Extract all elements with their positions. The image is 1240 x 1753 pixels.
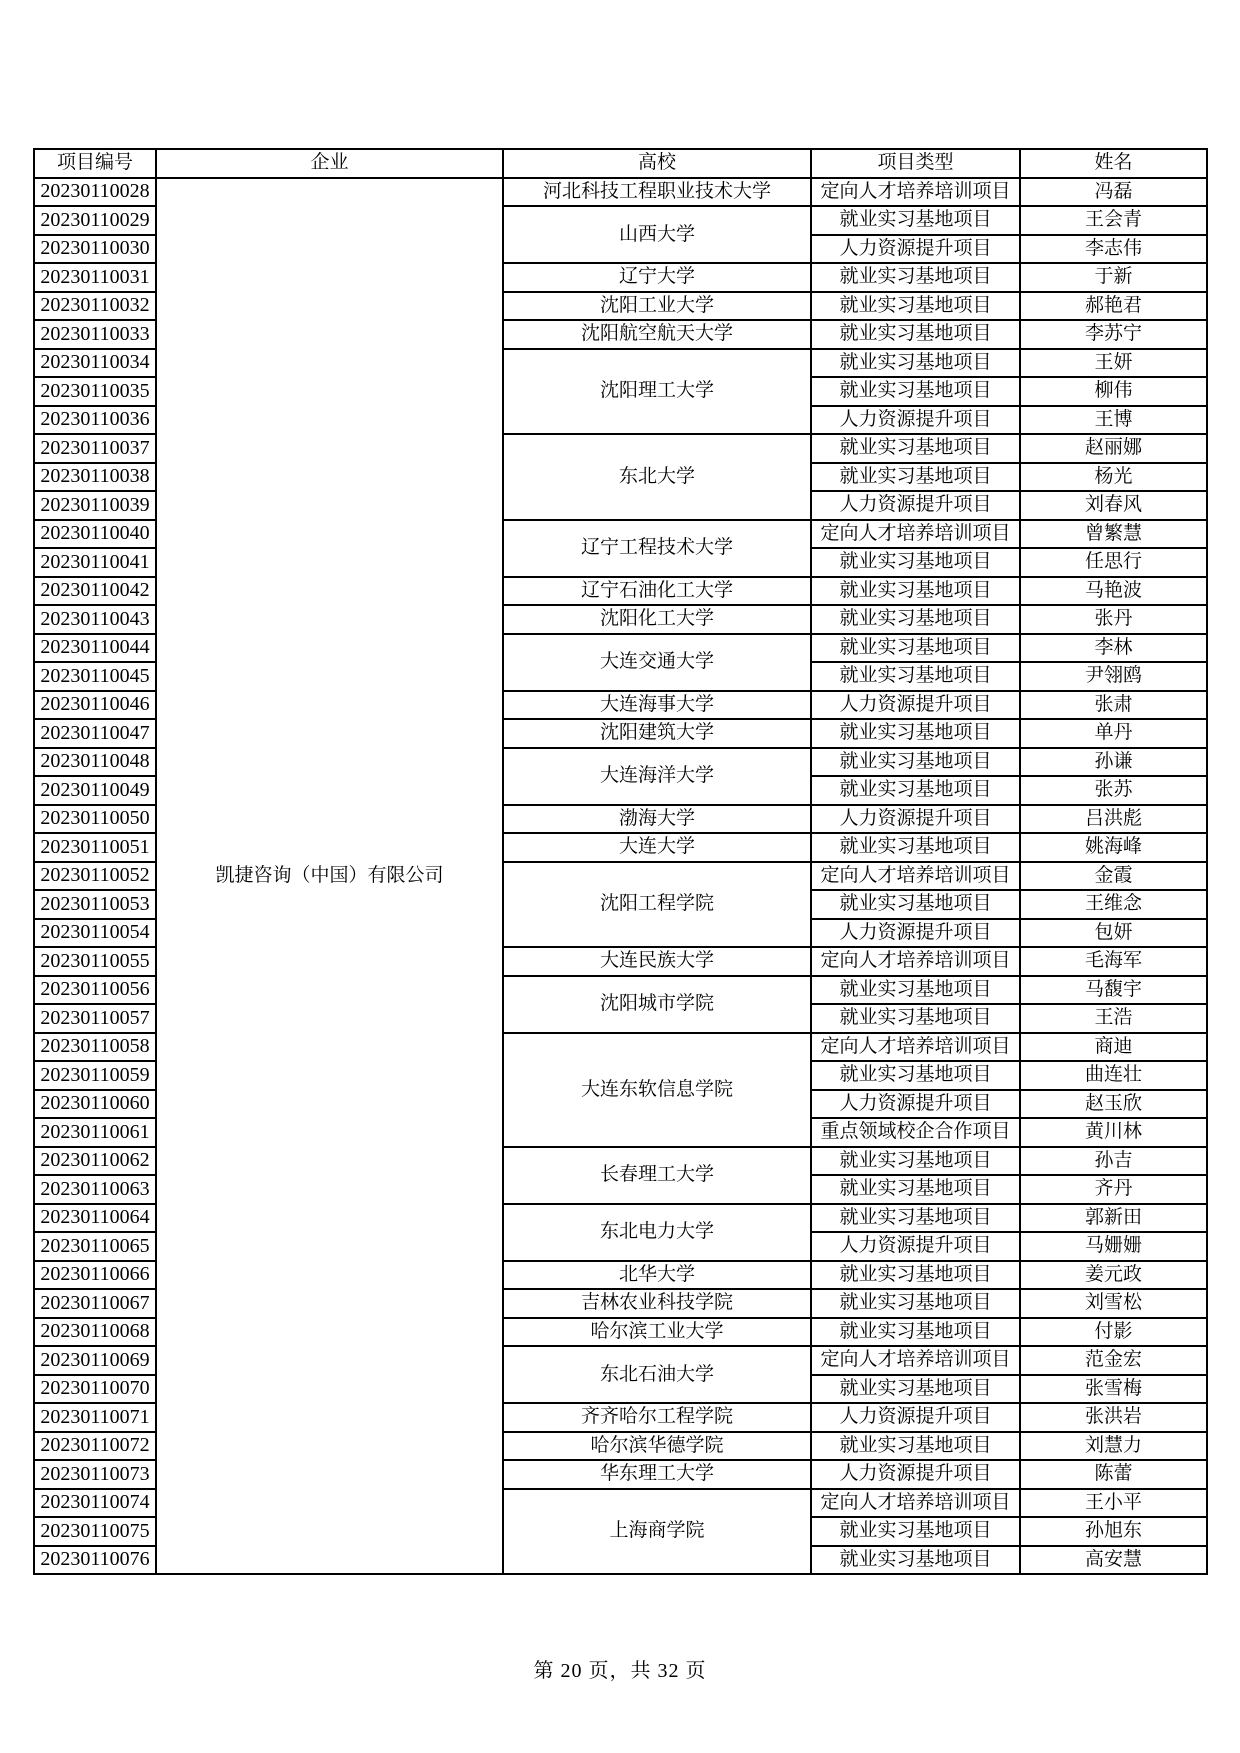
project-id-cell: 20230110054: [34, 919, 156, 948]
university-cell: 大连交通大学: [503, 634, 811, 691]
project-type-cell: 就业实习基地项目: [811, 1432, 1020, 1461]
university-cell: 沈阳城市学院: [503, 976, 811, 1033]
university-cell: 沈阳航空航天大学: [503, 320, 811, 349]
project-type-cell: 就业实习基地项目: [811, 1375, 1020, 1404]
project-type-cell: 就业实习基地项目: [811, 263, 1020, 292]
project-id-cell: 20230110029: [34, 206, 156, 235]
project-id-cell: 20230110046: [34, 691, 156, 720]
project-type-cell: 人力资源提升项目: [811, 491, 1020, 520]
project-id-cell: 20230110065: [34, 1232, 156, 1261]
project-id-cell: 20230110059: [34, 1061, 156, 1090]
project-type-cell: 人力资源提升项目: [811, 406, 1020, 435]
project-id-cell: 20230110050: [34, 805, 156, 834]
person-name-cell: 任思行: [1020, 548, 1207, 577]
university-cell: 大连民族大学: [503, 947, 811, 976]
project-id-cell: 20230110070: [34, 1375, 156, 1404]
project-type-cell: 就业实习基地项目: [811, 719, 1020, 748]
project-type-cell: 人力资源提升项目: [811, 691, 1020, 720]
project-type-cell: 就业实习基地项目: [811, 1261, 1020, 1290]
project-type-cell: 就业实习基地项目: [811, 890, 1020, 919]
person-name-cell: 马艳波: [1020, 577, 1207, 606]
project-type-cell: 就业实习基地项目: [811, 1147, 1020, 1176]
project-id-cell: 20230110039: [34, 491, 156, 520]
person-name-cell: 张洪岩: [1020, 1403, 1207, 1432]
university-cell: 山西大学: [503, 206, 811, 263]
person-name-cell: 王维念: [1020, 890, 1207, 919]
project-id-cell: 20230110040: [34, 520, 156, 549]
person-name-cell: 毛海军: [1020, 947, 1207, 976]
person-name-cell: 姚海峰: [1020, 833, 1207, 862]
university-cell: 渤海大学: [503, 805, 811, 834]
project-id-cell: 20230110049: [34, 776, 156, 805]
person-name-cell: 柳伟: [1020, 377, 1207, 406]
company-cell: 凯捷咨询（中国）有限公司: [156, 178, 503, 1575]
person-name-cell: 王博: [1020, 406, 1207, 435]
person-name-cell: 齐丹: [1020, 1175, 1207, 1204]
project-id-cell: 20230110042: [34, 577, 156, 606]
project-type-cell: 就业实习基地项目: [811, 206, 1020, 235]
university-cell: 辽宁工程技术大学: [503, 520, 811, 577]
project-id-cell: 20230110056: [34, 976, 156, 1005]
project-type-cell: 就业实习基地项目: [811, 1004, 1020, 1033]
table-header-row: [34, 149, 1207, 178]
project-type-cell: 就业实习基地项目: [811, 1289, 1020, 1318]
person-name-cell: 马馥宇: [1020, 976, 1207, 1005]
project-type-cell: 人力资源提升项目: [811, 1460, 1020, 1489]
person-name-cell: 陈蕾: [1020, 1460, 1207, 1489]
university-cell: 哈尔滨工业大学: [503, 1318, 811, 1347]
project-id-cell: 20230110032: [34, 292, 156, 321]
university-cell: 东北大学: [503, 434, 811, 520]
project-id-cell: 20230110062: [34, 1147, 156, 1176]
column-header-3: 高校: [503, 149, 811, 178]
project-type-cell: 就业实习基地项目: [811, 1061, 1020, 1090]
person-name-cell: 孙吉: [1020, 1147, 1207, 1176]
project-id-cell: 20230110038: [34, 463, 156, 492]
project-id-cell: 20230110045: [34, 662, 156, 691]
project-id-cell: 20230110028: [34, 178, 156, 207]
project-id-cell: 20230110060: [34, 1090, 156, 1119]
project-id-cell: 20230110041: [34, 548, 156, 577]
project-type-cell: 就业实习基地项目: [811, 463, 1020, 492]
person-name-cell: 于新: [1020, 263, 1207, 292]
project-type-cell: 就业实习基地项目: [811, 434, 1020, 463]
person-name-cell: 张肃: [1020, 691, 1207, 720]
person-name-cell: 王会青: [1020, 206, 1207, 235]
project-id-cell: 20230110043: [34, 605, 156, 634]
project-id-cell: 20230110072: [34, 1432, 156, 1461]
project-type-cell: 就业实习基地项目: [811, 1175, 1020, 1204]
projects-table: [33, 148, 1208, 1575]
page-footer: 第 20 页，共 32 页: [533, 1660, 707, 1682]
table-header: [34, 149, 1207, 178]
university-cell: 哈尔滨华德学院: [503, 1432, 811, 1461]
person-name-cell: 刘慧力: [1020, 1432, 1207, 1461]
column-header-5: 姓名: [1020, 149, 1207, 178]
project-type-cell: 重点领域校企合作项目: [811, 1118, 1020, 1147]
project-id-cell: 20230110061: [34, 1118, 156, 1147]
project-id-cell: 20230110068: [34, 1318, 156, 1347]
project-type-cell: 就业实习基地项目: [811, 833, 1020, 862]
project-id-cell: 20230110030: [34, 235, 156, 264]
person-name-cell: 商迪: [1020, 1033, 1207, 1062]
person-name-cell: 李志伟: [1020, 235, 1207, 264]
table-body: [34, 178, 1207, 1575]
person-name-cell: 王妍: [1020, 349, 1207, 378]
project-type-cell: 定向人才培养培训项目: [811, 1033, 1020, 1062]
university-cell: 沈阳工程学院: [503, 862, 811, 948]
person-name-cell: 黄川林: [1020, 1118, 1207, 1147]
project-id-cell: 20230110076: [34, 1546, 156, 1575]
person-name-cell: 张雪梅: [1020, 1375, 1207, 1404]
project-type-cell: 就业实习基地项目: [811, 548, 1020, 577]
person-name-cell: 张丹: [1020, 605, 1207, 634]
project-type-cell: 就业实习基地项目: [811, 662, 1020, 691]
person-name-cell: 马姗姗: [1020, 1232, 1207, 1261]
project-id-cell: 20230110071: [34, 1403, 156, 1432]
university-cell: 沈阳化工大学: [503, 605, 811, 634]
project-id-cell: 20230110057: [34, 1004, 156, 1033]
person-name-cell: 冯磊: [1020, 178, 1207, 207]
university-cell: 长春理工大学: [503, 1147, 811, 1204]
project-type-cell: 就业实习基地项目: [811, 748, 1020, 777]
project-type-cell: 就业实习基地项目: [811, 605, 1020, 634]
project-type-cell: 人力资源提升项目: [811, 235, 1020, 264]
project-type-cell: 人力资源提升项目: [811, 805, 1020, 834]
person-name-cell: 曾繁慧: [1020, 520, 1207, 549]
person-name-cell: 包妍: [1020, 919, 1207, 948]
project-type-cell: 就业实习基地项目: [811, 292, 1020, 321]
column-header-1: 项目编号: [34, 149, 156, 178]
project-id-cell: 20230110067: [34, 1289, 156, 1318]
project-id-cell: 20230110035: [34, 377, 156, 406]
project-id-cell: 20230110033: [34, 320, 156, 349]
project-type-cell: 就业实习基地项目: [811, 320, 1020, 349]
project-id-cell: 20230110075: [34, 1517, 156, 1546]
person-name-cell: 王浩: [1020, 1004, 1207, 1033]
person-name-cell: 赵丽娜: [1020, 434, 1207, 463]
project-type-cell: 就业实习基地项目: [811, 776, 1020, 805]
project-type-cell: 人力资源提升项目: [811, 919, 1020, 948]
project-id-cell: 20230110053: [34, 890, 156, 919]
project-id-cell: 20230110055: [34, 947, 156, 976]
column-header-2: 企业: [156, 149, 503, 178]
project-type-cell: 定向人才培养培训项目: [811, 520, 1020, 549]
project-type-cell: 就业实习基地项目: [811, 577, 1020, 606]
university-cell: 东北石油大学: [503, 1346, 811, 1403]
project-type-cell: 定向人才培养培训项目: [811, 1489, 1020, 1518]
university-cell: 沈阳工业大学: [503, 292, 811, 321]
project-type-cell: 就业实习基地项目: [811, 1546, 1020, 1575]
project-type-cell: 就业实习基地项目: [811, 1517, 1020, 1546]
person-name-cell: 杨光: [1020, 463, 1207, 492]
project-id-cell: 20230110058: [34, 1033, 156, 1062]
university-cell: 上海商学院: [503, 1489, 811, 1575]
project-type-cell: 就业实习基地项目: [811, 349, 1020, 378]
university-cell: 华东理工大学: [503, 1460, 811, 1489]
project-type-cell: 定向人才培养培训项目: [811, 1346, 1020, 1375]
project-id-cell: 20230110066: [34, 1261, 156, 1290]
person-name-cell: 孙谦: [1020, 748, 1207, 777]
project-id-cell: 20230110074: [34, 1489, 156, 1518]
project-id-cell: 20230110069: [34, 1346, 156, 1375]
person-name-cell: 李苏宁: [1020, 320, 1207, 349]
person-name-cell: 刘雪松: [1020, 1289, 1207, 1318]
project-type-cell: 就业实习基地项目: [811, 1204, 1020, 1233]
project-type-cell: 定向人才培养培训项目: [811, 862, 1020, 891]
person-name-cell: 郝艳君: [1020, 292, 1207, 321]
project-id-cell: 20230110044: [34, 634, 156, 663]
person-name-cell: 郭新田: [1020, 1204, 1207, 1233]
project-id-cell: 20230110036: [34, 406, 156, 435]
project-id-cell: 20230110047: [34, 719, 156, 748]
project-type-cell: 人力资源提升项目: [811, 1232, 1020, 1261]
person-name-cell: 付影: [1020, 1318, 1207, 1347]
university-cell: 河北科技工程职业技术大学: [503, 178, 811, 207]
university-cell: 大连大学: [503, 833, 811, 862]
university-cell: 大连海事大学: [503, 691, 811, 720]
university-cell: 辽宁石油化工大学: [503, 577, 811, 606]
person-name-cell: 孙旭东: [1020, 1517, 1207, 1546]
person-name-cell: 单丹: [1020, 719, 1207, 748]
person-name-cell: 曲连壮: [1020, 1061, 1207, 1090]
person-name-cell: 金霞: [1020, 862, 1207, 891]
person-name-cell: 姜元政: [1020, 1261, 1207, 1290]
university-cell: 吉林农业科技学院: [503, 1289, 811, 1318]
project-id-cell: 20230110031: [34, 263, 156, 292]
university-cell: 辽宁大学: [503, 263, 811, 292]
person-name-cell: 刘春风: [1020, 491, 1207, 520]
project-id-cell: 20230110048: [34, 748, 156, 777]
university-cell: 大连东软信息学院: [503, 1033, 811, 1147]
project-id-cell: 20230110064: [34, 1204, 156, 1233]
person-name-cell: 高安慧: [1020, 1546, 1207, 1575]
university-cell: 沈阳理工大学: [503, 349, 811, 435]
person-name-cell: 范金宏: [1020, 1346, 1207, 1375]
project-id-cell: 20230110051: [34, 833, 156, 862]
project-type-cell: 人力资源提升项目: [811, 1090, 1020, 1119]
project-type-cell: 就业实习基地项目: [811, 1318, 1020, 1347]
university-cell: 大连海洋大学: [503, 748, 811, 805]
project-id-cell: 20230110037: [34, 434, 156, 463]
person-name-cell: 李林: [1020, 634, 1207, 663]
university-cell: 东北电力大学: [503, 1204, 811, 1261]
table-row: [34, 178, 1207, 207]
university-cell: 北华大学: [503, 1261, 811, 1290]
project-id-cell: 20230110063: [34, 1175, 156, 1204]
university-cell: 沈阳建筑大学: [503, 719, 811, 748]
project-type-cell: 就业实习基地项目: [811, 377, 1020, 406]
project-id-cell: 20230110034: [34, 349, 156, 378]
project-type-cell: 定向人才培养培训项目: [811, 178, 1020, 207]
project-type-cell: 就业实习基地项目: [811, 634, 1020, 663]
column-header-4: 项目类型: [811, 149, 1020, 178]
person-name-cell: 吕洪彪: [1020, 805, 1207, 834]
project-type-cell: 定向人才培养培训项目: [811, 947, 1020, 976]
person-name-cell: 赵玉欣: [1020, 1090, 1207, 1119]
university-cell: 齐齐哈尔工程学院: [503, 1403, 811, 1432]
project-type-cell: 人力资源提升项目: [811, 1403, 1020, 1432]
project-id-cell: 20230110052: [34, 862, 156, 891]
project-type-cell: 就业实习基地项目: [811, 976, 1020, 1005]
person-name-cell: 尹翎鸥: [1020, 662, 1207, 691]
person-name-cell: 张苏: [1020, 776, 1207, 805]
person-name-cell: 王小平: [1020, 1489, 1207, 1518]
project-id-cell: 20230110073: [34, 1460, 156, 1489]
